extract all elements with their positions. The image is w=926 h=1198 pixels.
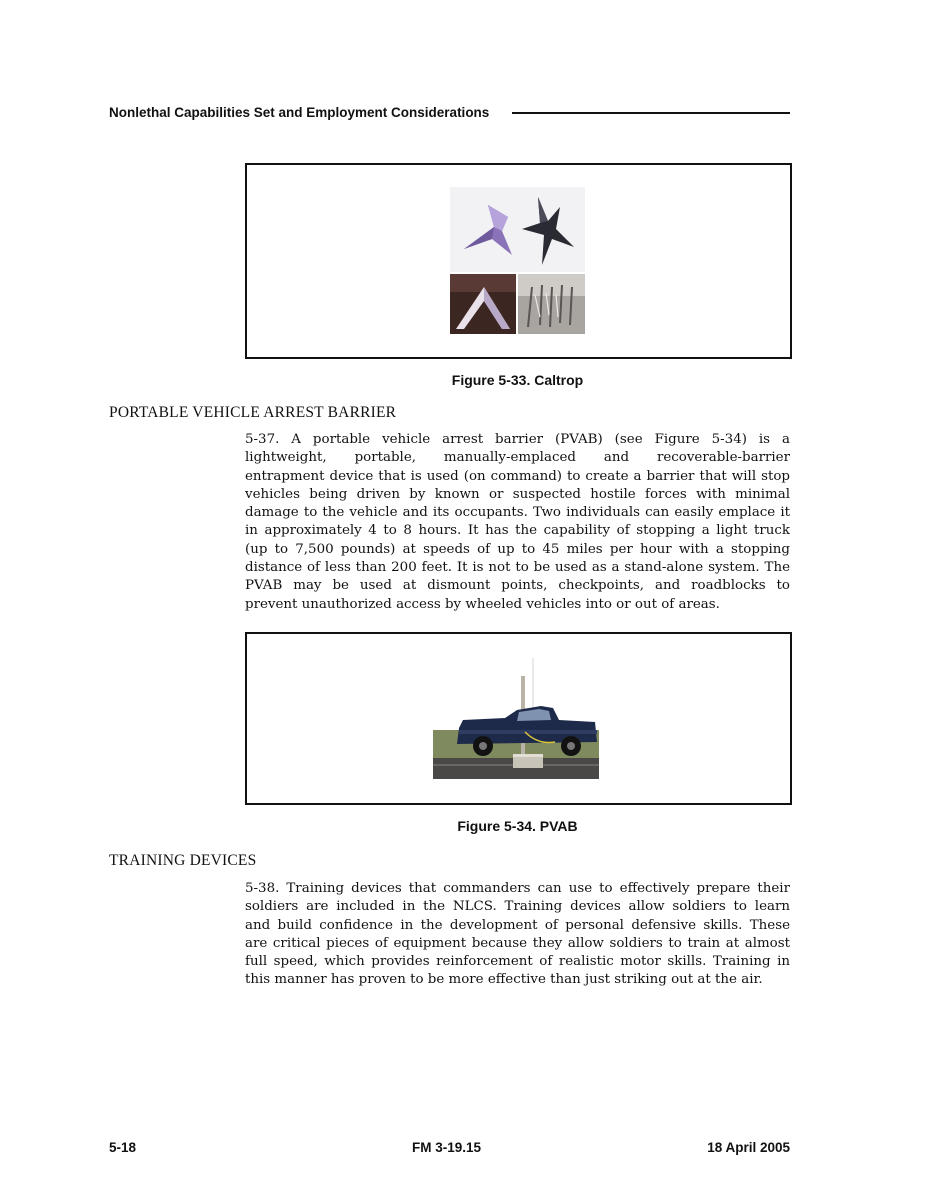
paragraph-line: entrapment device that is used (on command) to create a barrier that will stop — [245, 468, 790, 484]
paragraph-line: damage to the vehicle and its occupants. Two individuals can easily emplace it — [245, 505, 790, 521]
figure-5-33-frame — [245, 163, 792, 359]
paragraph-line: 5-37. A portable vehicle arrest barrier (PVAB) (see Figure 5-34) is a — [245, 432, 790, 447]
header-rule — [512, 112, 790, 114]
running-header-title: Nonlethal Capabilities Set and Employment Considerations — [109, 105, 490, 120]
section-heading-training-devices: TRAINING DEVICES — [109, 852, 257, 869]
paragraph-line: prevent unauthorized access by wheeled vehicles into or out of areas. — [245, 596, 720, 612]
caltrop-photo — [450, 187, 585, 334]
paragraph-line: are critical pieces of equipment because they allow soldiers to train at almost — [245, 935, 790, 951]
paragraph-line: full speed, which provides reinforcement of realistic motor skills. Training in — [245, 954, 790, 970]
footer-date: 18 April 2005 — [707, 1140, 790, 1155]
paragraph-line: and build confidence in the development of personal defensive skills. These — [245, 917, 790, 933]
section-heading-pvab: PORTABLE VEHICLE ARREST BARRIER — [109, 404, 397, 421]
footer-page-number: 5-18 — [109, 1140, 137, 1155]
paragraph-line: in approximately 4 to 8 hours. It has the capability of stopping a light truck — [245, 523, 790, 539]
paragraph-line: vehicles being driven by known or suspected hostile forces with minimal — [245, 486, 790, 502]
figure-5-34-caption: Figure 5-34. PVAB — [457, 818, 578, 834]
pvab-truck-photo — [433, 658, 599, 779]
paragraph-line: this manner has proven to be more effective than just striking out at the air. — [245, 972, 763, 988]
figure-5-34-frame — [245, 632, 792, 805]
paragraph-line: PVAB may be used at dismount points, checkpoints, and roadblocks to — [245, 578, 790, 594]
paragraph-5-38 — [245, 880, 790, 990]
paragraph-5-37 — [245, 431, 790, 614]
paragraph-line: (up to 7,500 pounds) at speeds of up to 45 miles per hour with a stopping — [245, 541, 790, 557]
figure-5-33-caption: Figure 5-33. Caltrop — [451, 372, 584, 388]
paragraph-line: distance of less than 200 feet. It is not to be used as a stand-alone system. The — [245, 560, 790, 576]
paragraph-line: soldiers are included in the NLCS. Training devices allow soldiers to learn — [245, 899, 790, 915]
paragraph-line: 5-38. Training devices that commanders can use to effectively prepare their — [245, 881, 790, 896]
footer-document-id: FM 3-19.15 — [412, 1140, 482, 1155]
paragraph-line: lightweight, portable, manually-emplaced and recoverable-barrier — [245, 450, 790, 466]
